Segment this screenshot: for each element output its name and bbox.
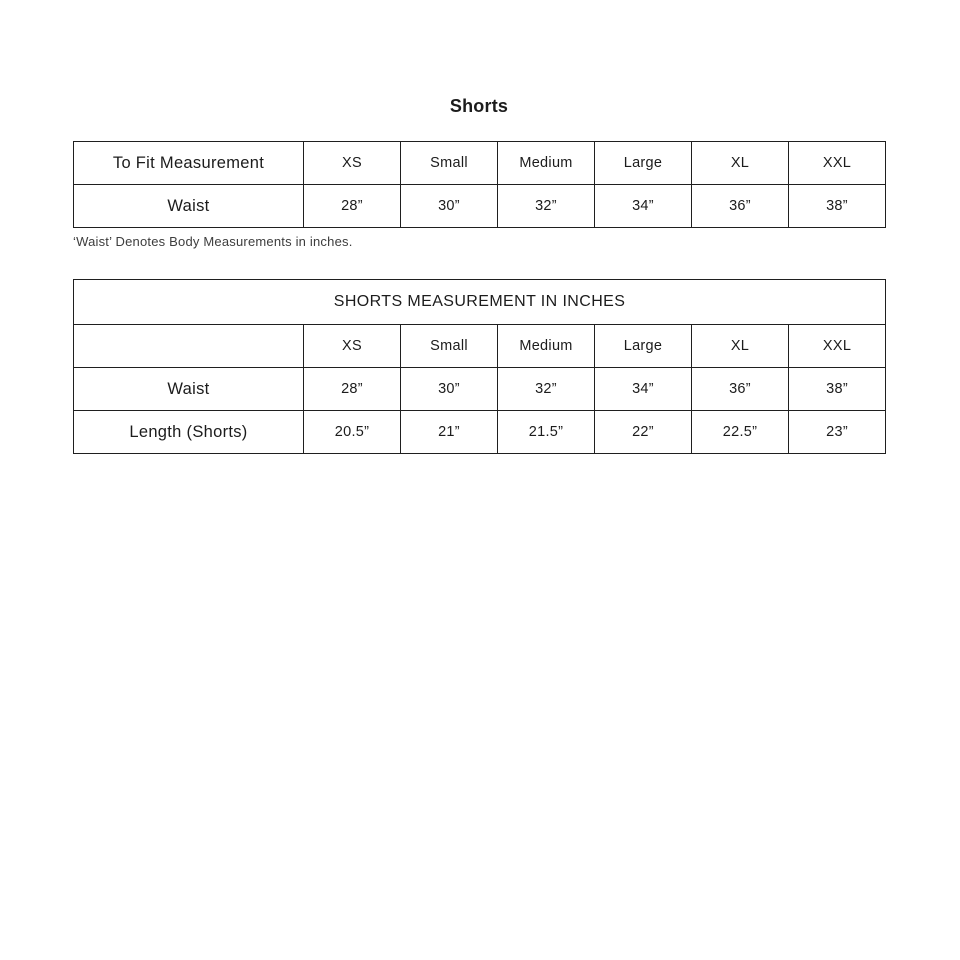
waist-value-large: 34” — [595, 368, 692, 411]
waist-value-xl: 36” — [692, 185, 789, 228]
waist-value-xs: 28” — [304, 185, 401, 228]
size-header-xxl: XXL — [789, 325, 886, 368]
size-header-xs: XS — [304, 325, 401, 368]
measurement-row-label-length: Length (Shorts) — [74, 411, 304, 454]
table-row — [74, 368, 886, 411]
size-header-xxl: XXL — [789, 142, 886, 185]
size-header-medium: Medium — [498, 325, 595, 368]
waist-value-xxl: 38” — [789, 185, 886, 228]
page-title: Shorts — [449, 96, 509, 116]
size-header-medium: Medium — [498, 142, 595, 185]
length-value-large: 22” — [595, 411, 692, 454]
size-header-large: Large — [595, 325, 692, 368]
waist-value-small: 30” — [401, 185, 498, 228]
length-value-xxl: 23” — [789, 411, 886, 454]
table-row — [74, 280, 886, 325]
length-value-xs: 20.5” — [304, 411, 401, 454]
size-chart-content — [73, 0, 885, 454]
waist-value-small: 30” — [401, 368, 498, 411]
length-value-xl: 22.5” — [692, 411, 789, 454]
length-value-medium: 21.5” — [498, 411, 595, 454]
table-row — [74, 325, 886, 368]
waist-note: ‘Waist’ Denotes Body Measurements in inches. — [73, 234, 353, 249]
table-row — [74, 142, 886, 185]
waist-value-medium: 32” — [498, 368, 595, 411]
fit-table-header-cell: To Fit Measurement — [74, 142, 304, 185]
size-header-xl: XL — [692, 325, 789, 368]
shorts-measurement-table — [73, 279, 886, 454]
length-value-small: 21” — [401, 411, 498, 454]
size-header-xl: XL — [692, 142, 789, 185]
waist-value-large: 34” — [595, 185, 692, 228]
measurement-table-title: SHORTS MEASUREMENT IN INCHES — [74, 280, 886, 325]
waist-value-xxl: 38” — [789, 368, 886, 411]
size-header-small: Small — [401, 325, 498, 368]
empty-corner-cell — [74, 325, 304, 368]
measurement-row-label-waist: Waist — [74, 368, 304, 411]
waist-value-xs: 28” — [304, 368, 401, 411]
size-header-small: Small — [401, 142, 498, 185]
table-row — [74, 411, 886, 454]
fit-row-label-waist: Waist — [74, 185, 304, 228]
waist-value-xl: 36” — [692, 368, 789, 411]
fit-measurement-table — [73, 141, 886, 228]
table-row — [74, 185, 886, 228]
size-header-large: Large — [595, 142, 692, 185]
size-header-xs: XS — [304, 142, 401, 185]
waist-value-medium: 32” — [498, 185, 595, 228]
